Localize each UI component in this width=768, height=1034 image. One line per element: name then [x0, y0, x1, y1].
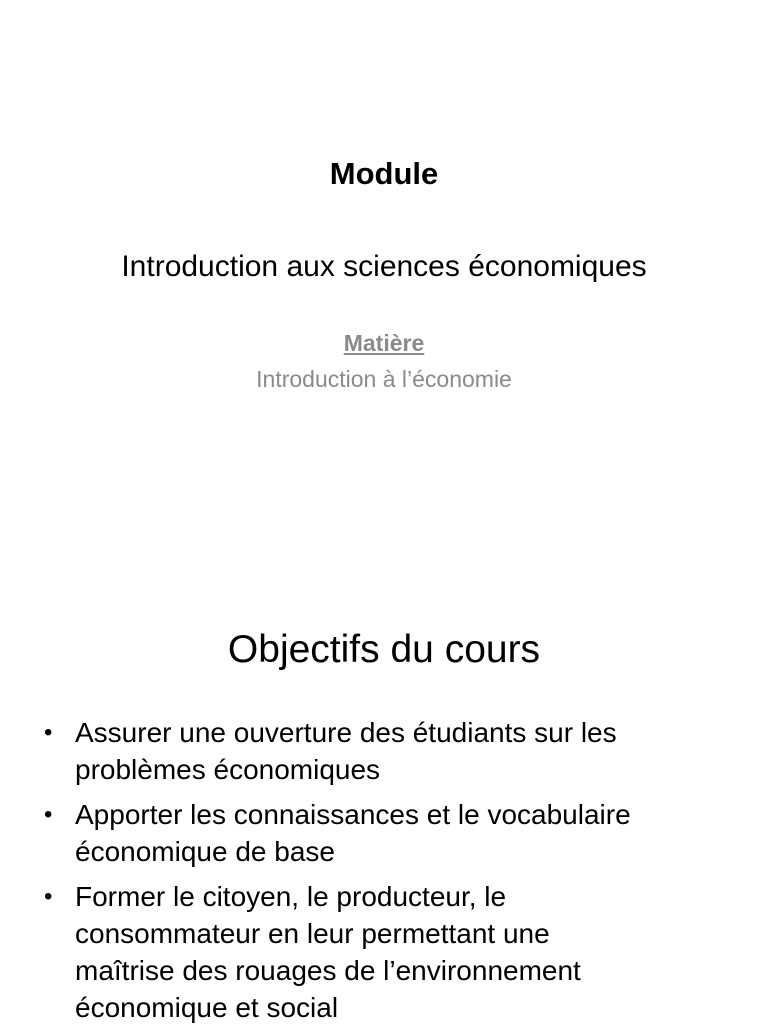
matiere-label: Matière [343, 330, 425, 356]
objectives-list [44, 714, 744, 1034]
objective-line: consommateur en leur permettant une [75, 918, 550, 949]
module-subtitle: Introduction aux sciences économiques [121, 250, 647, 283]
module-title: Module [329, 156, 439, 191]
matiere-name: Introduction à l’économie [256, 366, 512, 392]
objective-item [44, 878, 744, 1026]
objective-item [44, 796, 744, 870]
objective-line: maîtrise des rouages de l’environnement [75, 955, 581, 986]
bullet-icon: • [44, 801, 53, 828]
objective-line: économique et social [75, 992, 339, 1023]
objective-line: Apporter les connaissances et le vocabulaire [75, 799, 631, 830]
objective-line: économique de base [75, 836, 335, 867]
bullet-icon: • [44, 883, 53, 910]
objective-line: Former le citoyen, le producteur, le [75, 881, 507, 912]
objective-item [44, 714, 744, 788]
bullet-icon: • [44, 719, 53, 746]
objectives-heading: Objectifs du cours [227, 628, 541, 671]
objective-line: problèmes économiques [75, 754, 381, 785]
objective-line: Assurer une ouverture des étudiants sur les [75, 717, 617, 748]
objectives-slide [0, 576, 768, 1024]
